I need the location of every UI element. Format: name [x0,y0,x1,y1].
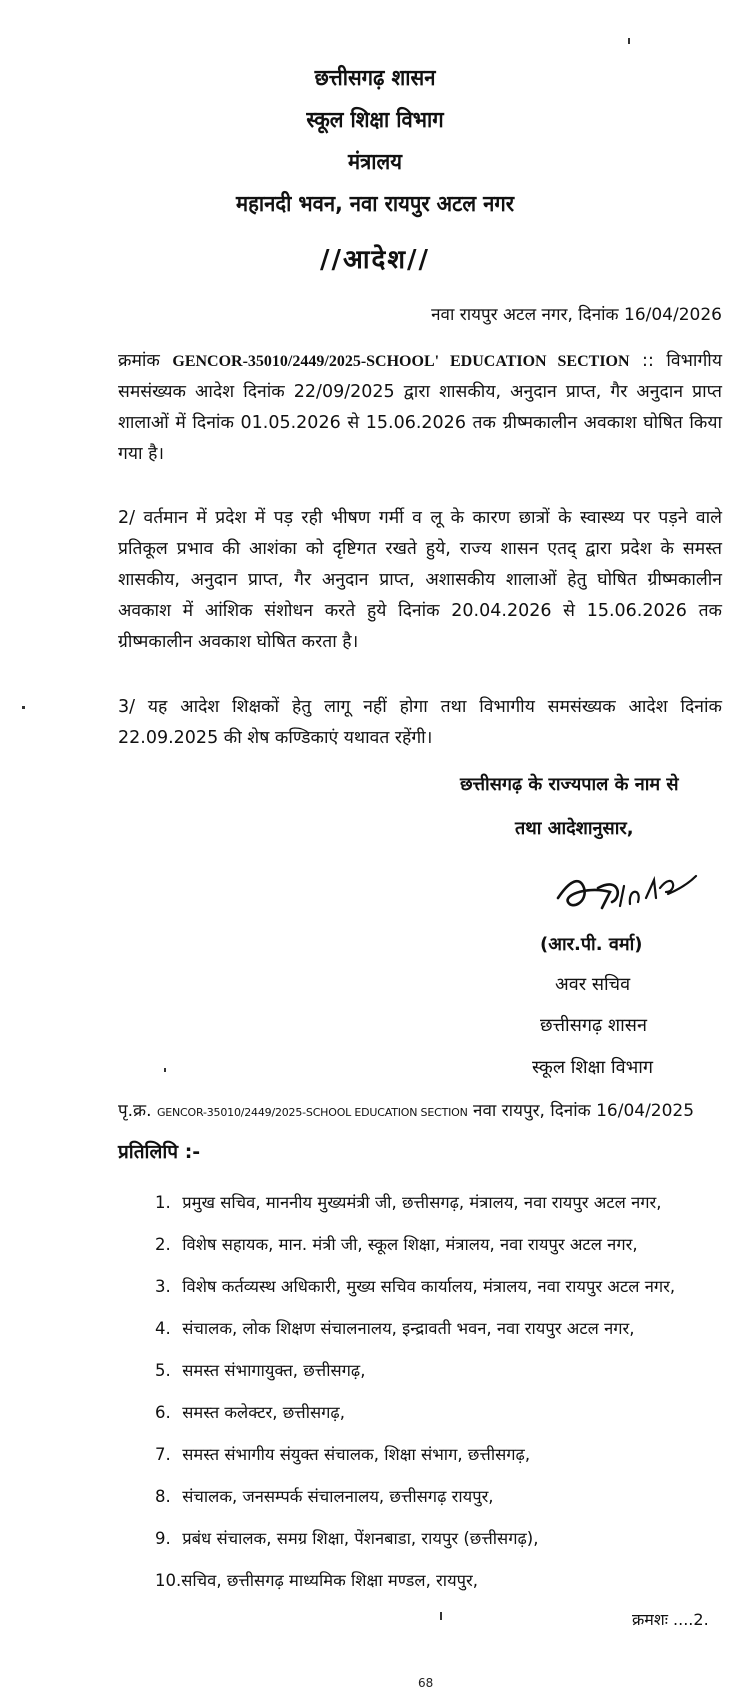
list-item: 8. संचालक, जनसम्पर्क संचालनालय, छत्तीसगढ़ रायपुर, [155,1487,494,1506]
list-item: 5. समस्त संभागायुक्त, छत्तीसगढ़, [155,1361,366,1380]
page-number-fragment: 68 [418,1676,434,1690]
copy-to-list [155,1188,735,1608]
order-dateline: नवा रायपुर अटल नगर, दिनांक 16/04/2026 [431,305,722,325]
authority-line-1: छत्तीसगढ़ के राज्यपाल के नाम से [460,774,679,795]
list-item: 7. समस्त संभागीय संयुक्त संचालक, शिक्षा संभाग, छत्तीसगढ़, [155,1445,531,1464]
officer-department: स्कूल शिक्षा विभाग [532,1057,654,1078]
list-item: 1. प्रमुख सचिव, माननीय मुख्यमंत्री जी, छत्तीसगढ़, मंत्रालय, नवा रायपुर अटल नगर, [155,1193,662,1212]
letterhead [0,58,750,226]
scan-speck [164,1068,166,1072]
scan-speck [22,706,25,709]
endorsement-reference: GENCOR-35010/2449/2025-SCHOOL EDUCATION SECTION [156,1106,468,1119]
authority-line-2: तथा आदेशानुसार, [515,818,634,839]
continued-marker: क्रमशः ....2. [632,1610,709,1629]
govt-name: छत्तीसगढ़ शासन [314,66,436,91]
list-item: 2. विशेष सहायक, मान. मंत्री जी, स्कूल शिक्षा, मंत्रालय, नवा रायपुर अटल नगर, [155,1235,638,1254]
order-reference: GENCOR-35010/2449/2025-SCHOOL' EDUCATION SECTION [172,353,630,370]
endorsement-label: पृ.क्र. [118,1101,157,1121]
list-item: 6. समस्त कलेक्टर, छत्तीसगढ़, [155,1403,345,1422]
list-item: 10.सचिव, छत्तीसगढ़ माध्यमिक शिक्षा मण्डल, रायपुर, [155,1571,479,1590]
paragraph-1 [118,346,722,470]
list-item: 4. संचालक, लोक शिक्षण संचालनालय, इन्द्रावती भवन, नवा रायपुर अटल नगर, [155,1319,635,1338]
order-number-label: क्रमांक [118,351,173,371]
scan-speck [628,38,630,44]
department-name: स्कूल शिक्षा विभाग [306,108,444,133]
ministry-name: मंत्रालय [348,150,402,175]
handwritten-signature [550,858,700,928]
copy-to-heading: प्रतिलिपि :- [118,1141,201,1163]
paragraph-1-text: :: विभागीय समसंख्यक आदेश दिनांक 22/09/2025 द्वारा शासकीय, अनुदान प्राप्त, गैर अनुदान प्राप्त शालाओं में दिनांक 01.05.2026 से 15.06.2026 तक ग्रीष्मकालीन अवकाश घोषित किया गया है। [118,351,722,464]
officer-designation: अवर सचिव [555,974,631,995]
list-item: 3. विशेष कर्तव्यस्थ अधिकारी, मुख्य सचिव कार्यालय, मंत्रालय, नवा रायपुर अटल नगर, [155,1277,676,1296]
scan-speck [440,1612,442,1620]
officer-name: (आर.पी. वर्मा) [540,934,643,955]
officer-govt: छत्तीसगढ़ शासन [540,1015,647,1036]
paragraph-3: 3/ यह आदेश शिक्षकों हेतु लागू नहीं होगा तथा विभागीय समसंख्यक आदेश दिनांक 22.09.2025 की शेष कण्डिकाएं यथावत रहेंगी। [118,697,722,748]
endorsement-line [118,1098,730,1121]
list-item: 9. प्रबंध संचालक, समग्र शिक्षा, पेंशनबाडा, रायपुर (छत्तीसगढ़), [155,1529,539,1548]
office-address: महानदी भवन, नवा रायपुर अटल नगर [235,192,515,217]
endorsement-place-date: नवा रायपुर, दिनांक 16/04/2025 [467,1101,695,1121]
paragraph-2: 2/ वर्तमान में प्रदेश में पड़ रही भीषण गर्मी व लू के कारण छात्रों के स्वास्थ्य पर पड़ने वाले प्रतिकूल प्रभाव की आशंका को दृष्टिगत रखते हुये, राज्य शासन एतद् द्वारा प्रदेश के समस्त शासकीय, अनुदान प्राप्त, गैर अनुदान प्राप्त, अशासकीय शालाओं हेतु घोषित ग्रीष्मकालीन अवकाश में आंशिक संशोधन करते हुये दिनांक 20.04.2026 से 15.06.2026 तक ग्रीष्मकालीन अवकाश घोषित करता है। [118,508,722,652]
order-title: //आदेश// [319,245,431,275]
